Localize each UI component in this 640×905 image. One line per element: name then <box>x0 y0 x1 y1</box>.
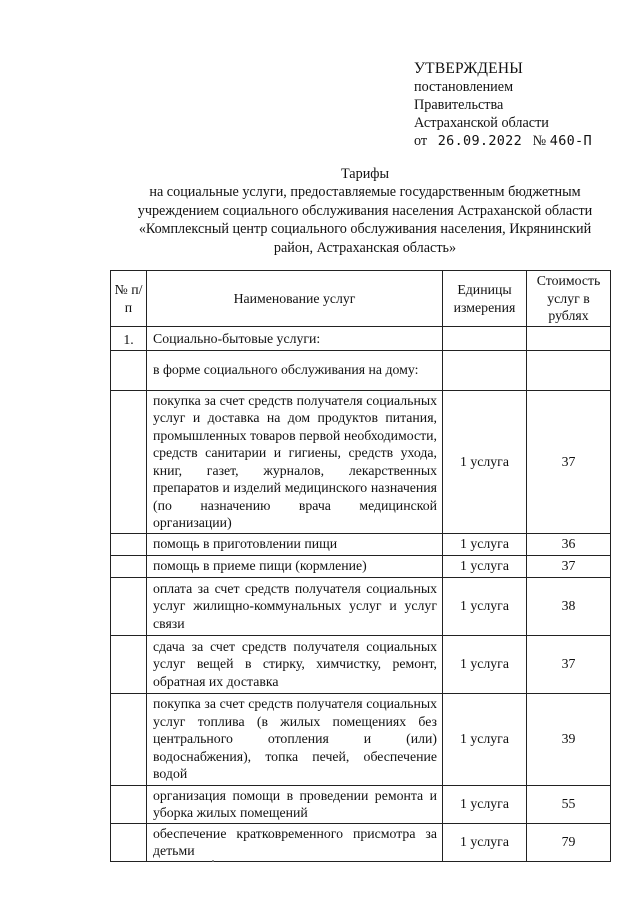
table-row <box>111 823 611 861</box>
row-price: 79 <box>527 823 611 861</box>
heading-line: на социальные услуги, предоставляемые государственным бюджетным <box>149 184 581 201</box>
row-num: 1. <box>111 327 147 351</box>
approval-date: 26.09.2022 <box>437 133 523 149</box>
row-num <box>111 635 147 693</box>
table-row <box>111 390 611 533</box>
row-name: покупка за счет средств получателя социальных услуг топлива (в жилых помещениях без центрального отопления и (или) водоснабжения), топка печей, обеспечение водой <box>147 693 443 785</box>
row-price: 39 <box>527 693 611 785</box>
approval-date-line <box>414 132 592 150</box>
row-price <box>527 350 611 390</box>
approval-line: Правительства <box>414 97 504 113</box>
row-name: в форме социального обслуживания на дому: <box>147 350 443 390</box>
row-price <box>527 327 611 351</box>
row-price: 37 <box>527 390 611 533</box>
row-unit <box>443 327 527 351</box>
table-row <box>111 327 611 351</box>
heading-line: учреждением социального обслуживания населения Астраханской области <box>137 202 593 219</box>
row-unit: 1 услуга <box>443 577 527 635</box>
heading-line: «Комплексный центр социального обслуживания населения, Икрянинский <box>138 221 592 238</box>
row-num <box>111 555 147 577</box>
approval-line: постановлением <box>414 79 514 95</box>
tariff-table <box>110 270 611 862</box>
table-row <box>111 555 611 577</box>
row-name: оплата за счет средств получателя социальных услуг жилищно-коммунальных услуг и услуг связи <box>147 577 443 635</box>
table-row <box>111 533 611 555</box>
table-header-row <box>111 271 611 327</box>
row-name: Социально-бытовые услуги: <box>147 327 443 351</box>
header-unit: Единицы измерения <box>443 271 527 327</box>
table-row <box>111 577 611 635</box>
heading-line: район, Астраханская область» <box>273 239 457 256</box>
row-unit: 1 услуга <box>443 555 527 577</box>
row-unit: 1 услуга <box>443 693 527 785</box>
row-name: помощь в приеме пищи (кормление) <box>147 555 443 577</box>
row-unit <box>443 350 527 390</box>
row-name: помощь в приготовлении пищи <box>147 533 443 555</box>
row-price: 55 <box>527 785 611 823</box>
row-unit: 1 услуга <box>443 635 527 693</box>
row-num <box>111 533 147 555</box>
row-num <box>111 693 147 785</box>
header-price: Стоимость услуг в рублях <box>527 271 611 327</box>
row-num <box>111 390 147 533</box>
row-price: 36 <box>527 533 611 555</box>
table-row <box>111 785 611 823</box>
table-row <box>111 635 611 693</box>
header-name: Наименование услуг <box>147 271 443 327</box>
row-price: 37 <box>527 635 611 693</box>
approval-stamp <box>414 60 592 150</box>
approval-title: УТВЕРЖДЕНЫ <box>414 60 523 77</box>
table-row <box>111 693 611 785</box>
row-num <box>111 577 147 635</box>
row-price: 37 <box>527 555 611 577</box>
row-num <box>111 823 147 861</box>
row-name: сдача за счет средств получателя социальных услуг вещей в стирку, химчистку, ремонт, обратная их доставка <box>147 635 443 693</box>
row-price: 38 <box>527 577 611 635</box>
number-sign: № <box>532 133 547 149</box>
row-unit: 1 услуга <box>443 533 527 555</box>
row-unit: 1 услуга <box>443 785 527 823</box>
approval-number: 460-П <box>549 133 592 149</box>
heading-title: Тарифы <box>340 166 390 182</box>
header-num: № п/п <box>111 271 147 327</box>
row-num <box>111 350 147 390</box>
table-row <box>111 350 611 390</box>
document-heading <box>80 165 640 257</box>
row-num <box>111 785 147 823</box>
scan-speck <box>212 860 214 862</box>
date-prefix: от <box>414 133 428 149</box>
row-unit: 1 услуга <box>443 390 527 533</box>
row-name: организация помощи в проведении ремонта и уборка жилых помещений <box>147 785 443 823</box>
row-unit: 1 услуга <box>443 823 527 861</box>
row-name: покупка за счет средств получателя социальных услуг и доставка на дом продуктов питания, промышленных товаров первой необходимости, средств санитарии и гигиены, средств ухода, книг, газет, журналов, лекарственных препаратов и изделий медицинского назначения (по назначению врача медицинской организации) <box>147 390 443 533</box>
row-name: обеспечение кратковременного присмотра за детьми <box>147 823 443 861</box>
approval-line: Астраханской области <box>414 115 549 131</box>
